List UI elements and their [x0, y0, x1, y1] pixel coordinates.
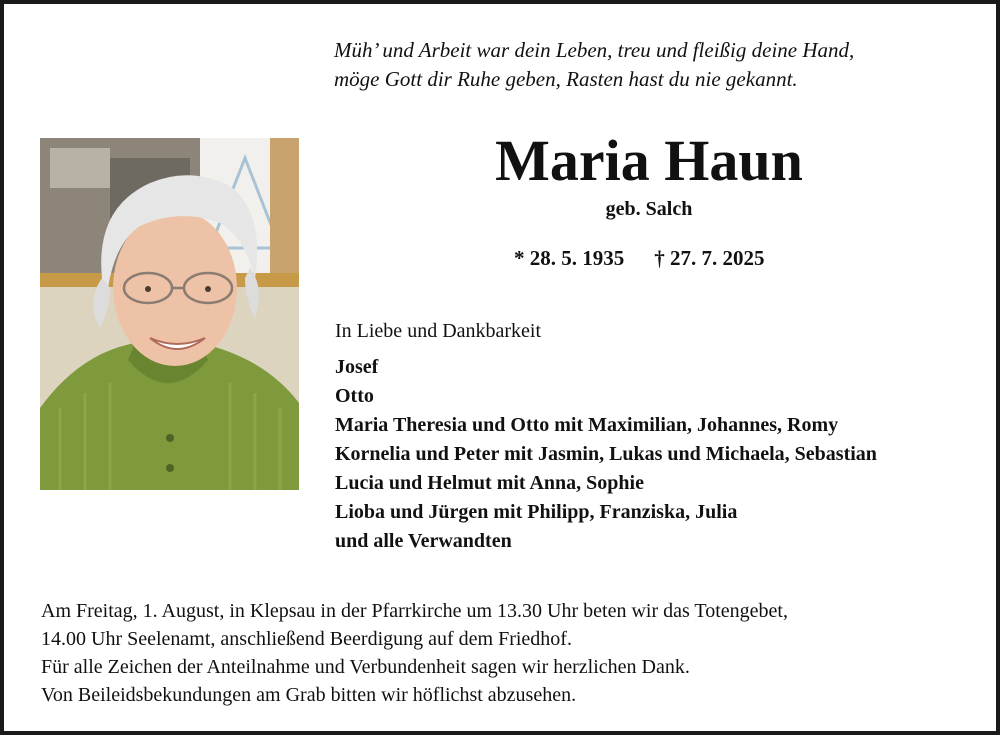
dedication: In Liebe und Dankbarkeit: [335, 320, 542, 342]
funeral-notice: [41, 597, 788, 709]
life-dates: [514, 246, 765, 271]
mourners-list: [335, 353, 877, 556]
verse: [334, 36, 854, 94]
mourner-line: Lioba und Jürgen mit Philipp, Franziska, Julia: [335, 501, 738, 523]
mourner-line: Otto: [335, 385, 374, 407]
notice-line: Für alle Zeichen der Anteilnahme und Verbundenheit sagen wir herzlichen Dank.: [41, 656, 690, 678]
maiden-name: geb. Salch: [605, 198, 693, 220]
mourner-line: Kornelia und Peter mit Jasmin, Lukas und Michaela, Sebastian: [335, 443, 877, 465]
mourner-line: und alle Verwandten: [335, 530, 512, 552]
notice-line: Am Freitag, 1. August, in Klepsau in der Pfarrkirche um 13.30 Uhr beten wir das Totengebet,: [41, 600, 788, 622]
verse-line: Müh’ und Arbeit war dein Leben, treu und fleißig deine Hand,: [334, 38, 855, 62]
notice-line: 14.00 Uhr Seelenamt, anschließend Beerdigung auf dem Friedhof.: [41, 628, 572, 650]
death-date: † 27. 7. 2025: [654, 246, 765, 270]
verse-line: möge Gott dir Ruhe geben, Rasten hast du nie gekannt.: [334, 67, 798, 91]
birth-date: * 28. 5. 1935: [514, 246, 625, 270]
portrait-photo: [40, 138, 299, 490]
notice-line: Von Beileidsbekundungen am Grab bitten wir höflichst abzusehen.: [41, 684, 577, 706]
mourner-line: Maria Theresia und Otto mit Maximilian, Johannes, Romy: [335, 414, 839, 436]
mourner-line: Josef: [335, 356, 379, 378]
mourner-line: Lucia und Helmut mit Anna, Sophie: [335, 472, 644, 494]
deceased-name: Maria Haun: [495, 128, 803, 193]
